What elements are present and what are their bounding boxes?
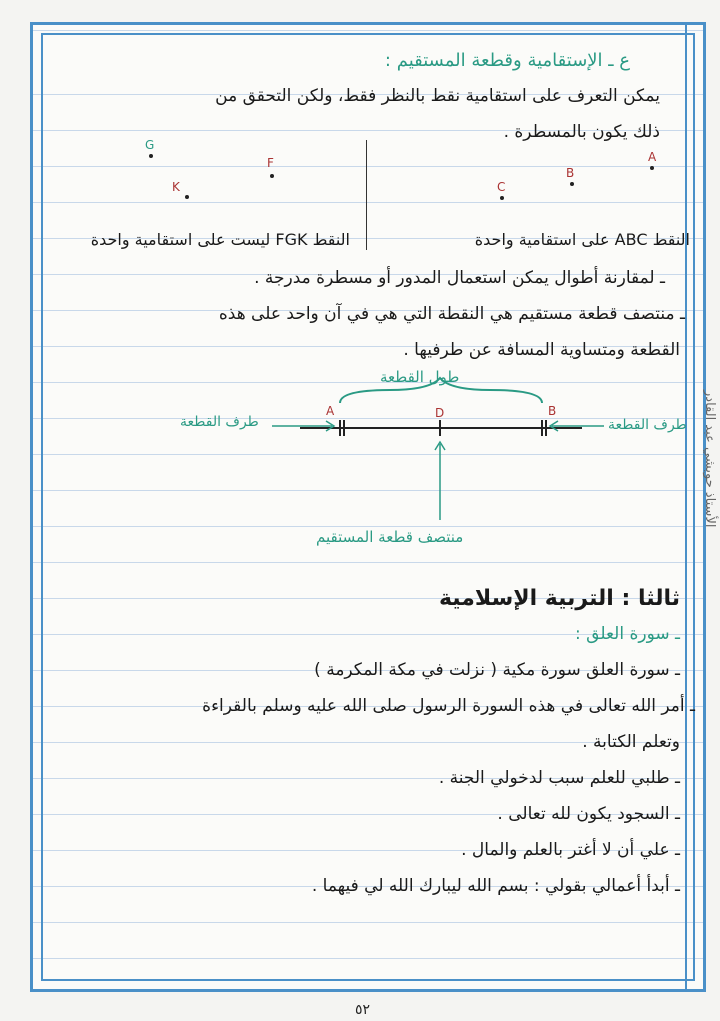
segment-length-label: طول القطعة (380, 368, 460, 386)
bullet-compare: ـ لمقارنة أطوال يمكن استعمال المدور أو مسطرة مدرجة . (254, 268, 665, 288)
islamic-item-3: ـ طلبي للعلم سبب لدخولي الجنة . (438, 768, 680, 788)
midpoint-label: منتصف قطعة المستقيم (316, 528, 464, 546)
bullet-midpoint-2: القطعة ومتساوية المسافة عن طرفيها . (403, 340, 680, 360)
author-signature: الأستاذ حويشي عبد القادر (702, 390, 717, 528)
point-label-k: K (172, 180, 180, 194)
surah-title: ـ سورة العلق : (575, 624, 680, 644)
point-label-b: B (566, 166, 575, 180)
intro-line-2: ذلك يكون بالمسطرة . (503, 122, 660, 142)
point-label-a: A (648, 150, 657, 164)
geometry-title: ع ـ الإستقامية وقطعة المستقيم : (384, 50, 630, 71)
segment-end-right: طرف القطعة (608, 417, 687, 433)
segment-point-a: A (326, 404, 335, 418)
bullet-midpoint-1: ـ منتصف قطعة مستقيم هي النقطة التي هي في آن واحد على هذه (218, 304, 685, 324)
islamic-title: ثالثا : التربية الإسلامية (438, 586, 680, 611)
intro-line-1: يمكن التعرف على استقامية نقط بالنظر فقط، ولكن التحقق من (215, 86, 660, 106)
segment-point-b: B (548, 404, 557, 418)
point-label-f: F (267, 156, 274, 170)
islamic-item-1: ـ سورة العلق سورة مكية ( نزلت في مكة المكرمة ) (314, 660, 680, 680)
segment-point-d: D (435, 406, 445, 420)
point-label-c: C (497, 180, 506, 194)
point-label-g: G (145, 138, 155, 152)
page-number: ٥٢ (355, 1002, 371, 1018)
islamic-item-4: ـ السجود يكون لله تعالى . (497, 804, 680, 824)
islamic-item-6: ـ أبدأ أعمالي بقولي : بسم الله ليبارك الله لي فيهما . (311, 876, 680, 896)
segment-end-left: طرف القطعة (180, 414, 259, 430)
caption-not-collinear: النقط FGK ليست على استقامية واحدة (90, 230, 350, 249)
islamic-item-5: ـ علي أن لا أغتر بالعلم والمال . (461, 840, 680, 860)
islamic-item-2-cont: وتعلم الكتابة . (582, 732, 680, 752)
caption-collinear: النقط ABC على استقامية واحدة (474, 230, 690, 249)
islamic-item-2: ـ أمر الله تعالى في هذه السورة الرسول صلى الله عليه وسلم بالقراءة (202, 696, 695, 716)
